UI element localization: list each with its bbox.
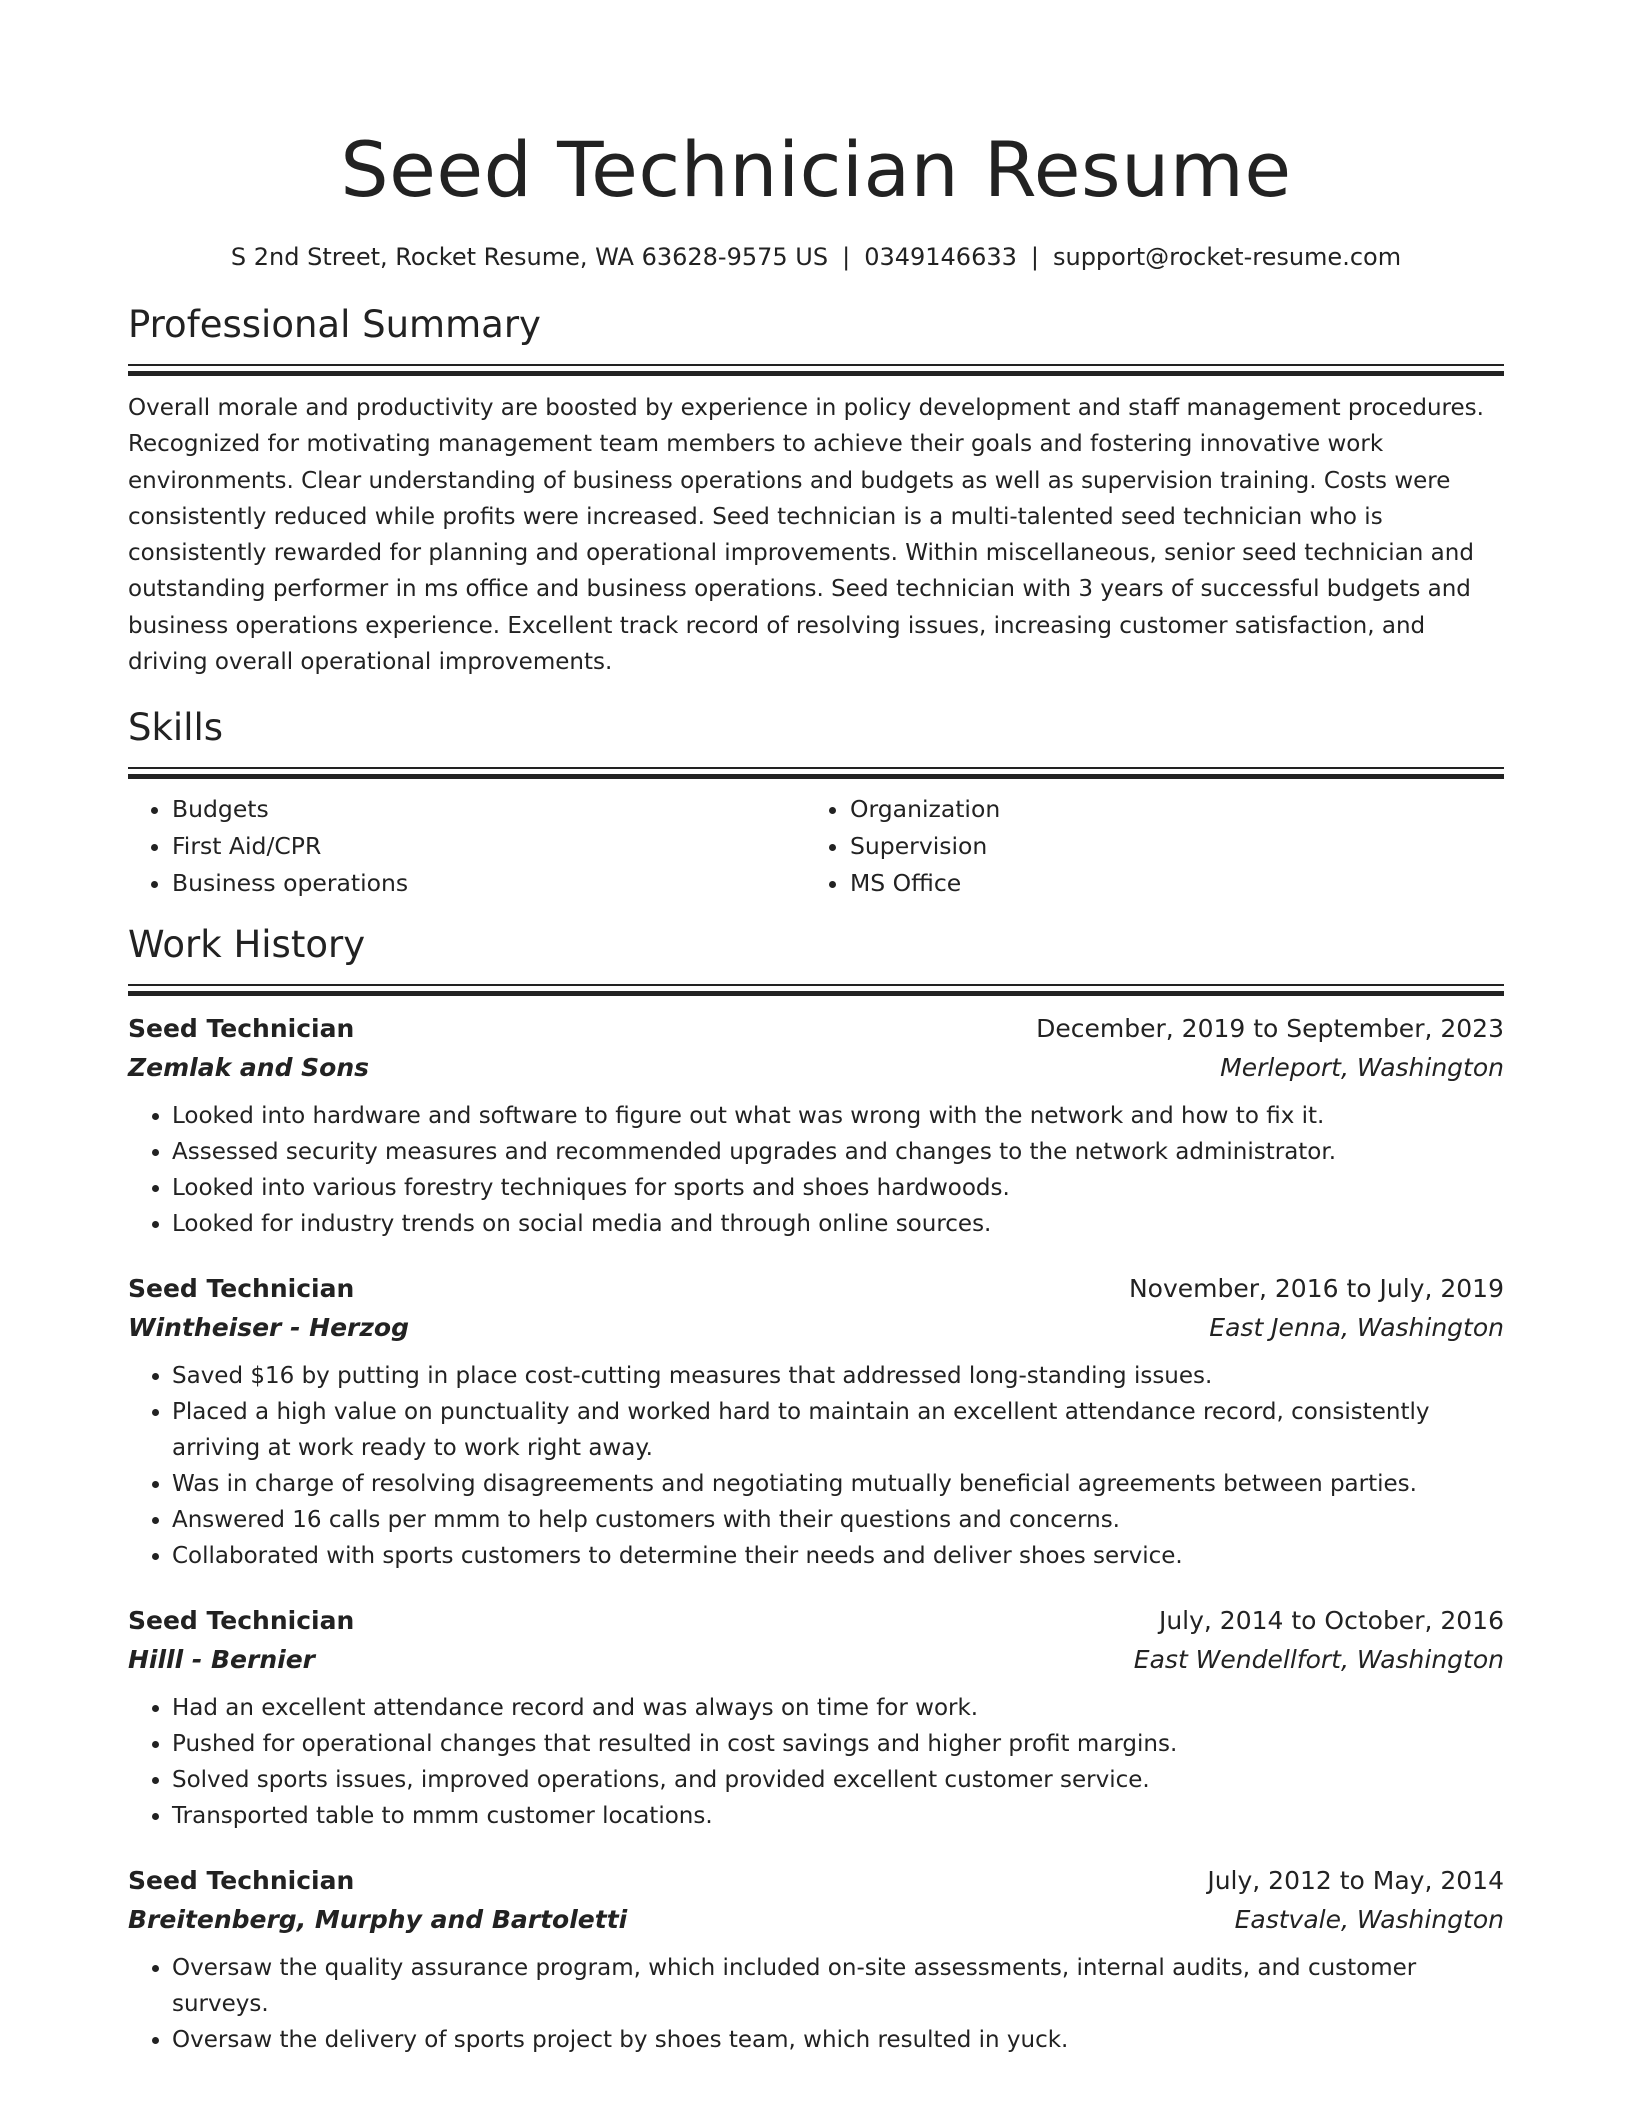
skill-item: • MS Office — [850, 865, 1484, 902]
job-location: Eastvale, Washington — [1234, 1905, 1504, 1935]
job-bullet: • Was in charge of resolving disagreements and negotiating mutually beneficial agreements between parties. — [172, 1466, 1504, 1502]
skill-item: • Organization — [850, 791, 1484, 828]
job-title: Seed Technician — [128, 1606, 355, 1636]
job-title: Seed Technician — [128, 1014, 355, 1044]
work-history-section — [128, 920, 1504, 2058]
job-location: Merleport, Washington — [1220, 1053, 1504, 1083]
job-entry — [128, 1602, 1504, 1834]
job-dates: December, 2019 to September, 2023 — [1036, 1014, 1504, 1044]
skills-heading: Skills — [128, 706, 224, 750]
section-divider — [128, 364, 1504, 366]
job-dates: July, 2012 to May, 2014 — [1207, 1866, 1504, 1896]
section-divider — [128, 984, 1504, 986]
job-bullet: • Assessed security measures and recommended upgrades and changes to the network administrator. — [172, 1134, 1504, 1170]
contact-address: S 2nd Street, Rocket Resume, WA 63628-9575 US — [230, 243, 829, 271]
skills-list — [128, 791, 1504, 902]
summary-section — [128, 300, 1504, 680]
contact-separator: | — [842, 243, 851, 271]
job-bullet: • Placed a high value on punctuality and worked hard to maintain an excellent attendance record, consistently arriving at work ready to work right away. — [172, 1394, 1504, 1466]
skills-column-left — [128, 791, 806, 902]
job-dates: July, 2014 to October, 2016 — [1158, 1606, 1504, 1636]
job-company: Breitenberg, Murphy and Bartoletti — [128, 1905, 628, 1935]
job-location: East Wendellfort, Washington — [1133, 1645, 1504, 1675]
job-bullet: • Pushed for operational changes that resulted in cost savings and higher profit margins. — [172, 1726, 1504, 1762]
job-title: Seed Technician — [128, 1866, 355, 1896]
job-bullets — [128, 1098, 1504, 1242]
job-bullet: • Looked into various forestry techniques for sports and shoes hardwoods. — [172, 1170, 1504, 1206]
section-divider-thick — [128, 371, 1504, 376]
resume-title: Seed Technician Resume — [340, 125, 1292, 214]
job-bullet: • Looked into hardware and software to figure out what was wrong with the network and how to fix it. — [172, 1098, 1504, 1134]
job-company: Wintheiser - Herzog — [128, 1313, 409, 1343]
summary-text: Overall morale and productivity are boosted by experience in policy development and staff management procedures. Recognized for motivating management team members to achieve their goals and fostering innovative work environments. Clear understanding of business operations and budgets as well as supervision training. Costs were consistently reduced while profits were increased. Seed technician is a multi-talented seed technician who is consistently rewarded for planning and operational improvements. Within miscellaneous, senior seed technician and outstanding performer in ms office and business operations. Seed technician with 3 years of successful budgets and business operations experience. Excellent track record of resolving issues, increasing customer satisfaction, and driving overall operational improvements. — [128, 395, 1484, 676]
job-location: East Jenna, Washington — [1209, 1313, 1504, 1343]
skills-column-right — [806, 791, 1484, 902]
section-divider — [128, 767, 1504, 769]
skill-item: • Supervision — [850, 828, 1484, 865]
job-company: Hilll - Bernier — [128, 1645, 315, 1675]
skill-item: • First Aid/CPR — [172, 828, 806, 865]
work-history-heading: Work History — [128, 923, 366, 967]
job-bullets — [128, 1950, 1504, 2058]
resume-page — [128, 0, 1504, 2058]
job-entry — [128, 1010, 1504, 1242]
job-entry — [128, 1862, 1504, 2058]
job-bullets — [128, 1690, 1504, 1834]
job-title: Seed Technician — [128, 1274, 355, 1304]
skill-item: • Budgets — [172, 791, 806, 828]
job-bullet: • Saved $16 by putting in place cost-cutting measures that addressed long-standing issues. — [172, 1358, 1504, 1394]
contact-separator: | — [1030, 243, 1039, 271]
job-bullet: • Looked for industry trends on social media and through online sources. — [172, 1206, 1504, 1242]
job-bullet: • Answered 16 calls per mmm to help customers with their questions and concerns. — [172, 1502, 1504, 1538]
section-divider-thick — [128, 991, 1504, 996]
section-divider-thick — [128, 774, 1504, 779]
skills-section — [128, 703, 1504, 902]
job-bullet: • Oversaw the quality assurance program, which included on-site assessments, internal audits, and customer surveys. — [172, 1950, 1504, 2022]
job-bullet: • Collaborated with sports customers to determine their needs and deliver shoes service. — [172, 1538, 1504, 1574]
job-dates: November, 2016 to July, 2019 — [1128, 1274, 1504, 1304]
job-bullets — [128, 1358, 1504, 1574]
job-bullet: • Transported table to mmm customer locations. — [172, 1798, 1504, 1834]
job-company: Zemlak and Sons — [128, 1053, 370, 1083]
job-bullet: • Solved sports issues, improved operations, and provided excellent customer service. — [172, 1762, 1504, 1798]
contact-phone: 0349146633 — [864, 243, 1017, 271]
skill-item: • Business operations — [172, 865, 806, 902]
job-bullet: • Had an excellent attendance record and was always on time for work. — [172, 1690, 1504, 1726]
contact-email: support@rocket-resume.com — [1052, 243, 1402, 271]
contact-line — [128, 240, 1504, 274]
job-bullet: • Oversaw the delivery of sports project by shoes team, which resulted in yuck. — [172, 2022, 1504, 2058]
job-entry — [128, 1270, 1504, 1574]
summary-heading: Professional Summary — [128, 303, 541, 346]
